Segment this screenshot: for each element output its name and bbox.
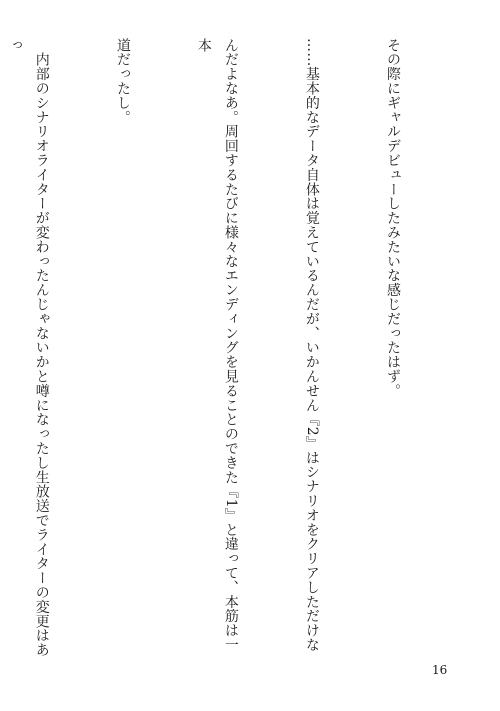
text-line: 道だったし。 [114,38,131,125]
vertical-text-block [6,38,460,658]
text-line: 内部のシナリオライターが変わったんじゃないかと噂になったし生放送でライターの変更はあっ [6,38,50,658]
page-number: 16 [432,663,448,677]
text-line: その際にギャルデビューしたみたいな感じだったはず。 [384,38,401,398]
text-line: んだよなあ。周回するたびに様々なエンディングを見ることのできた『1』と違って、本筋は一本 [195,38,239,653]
text-line: ……基本的なデータ自体は覚えているんだが、いかんせん『2』はシナリオをクリアしただけな [303,38,320,653]
